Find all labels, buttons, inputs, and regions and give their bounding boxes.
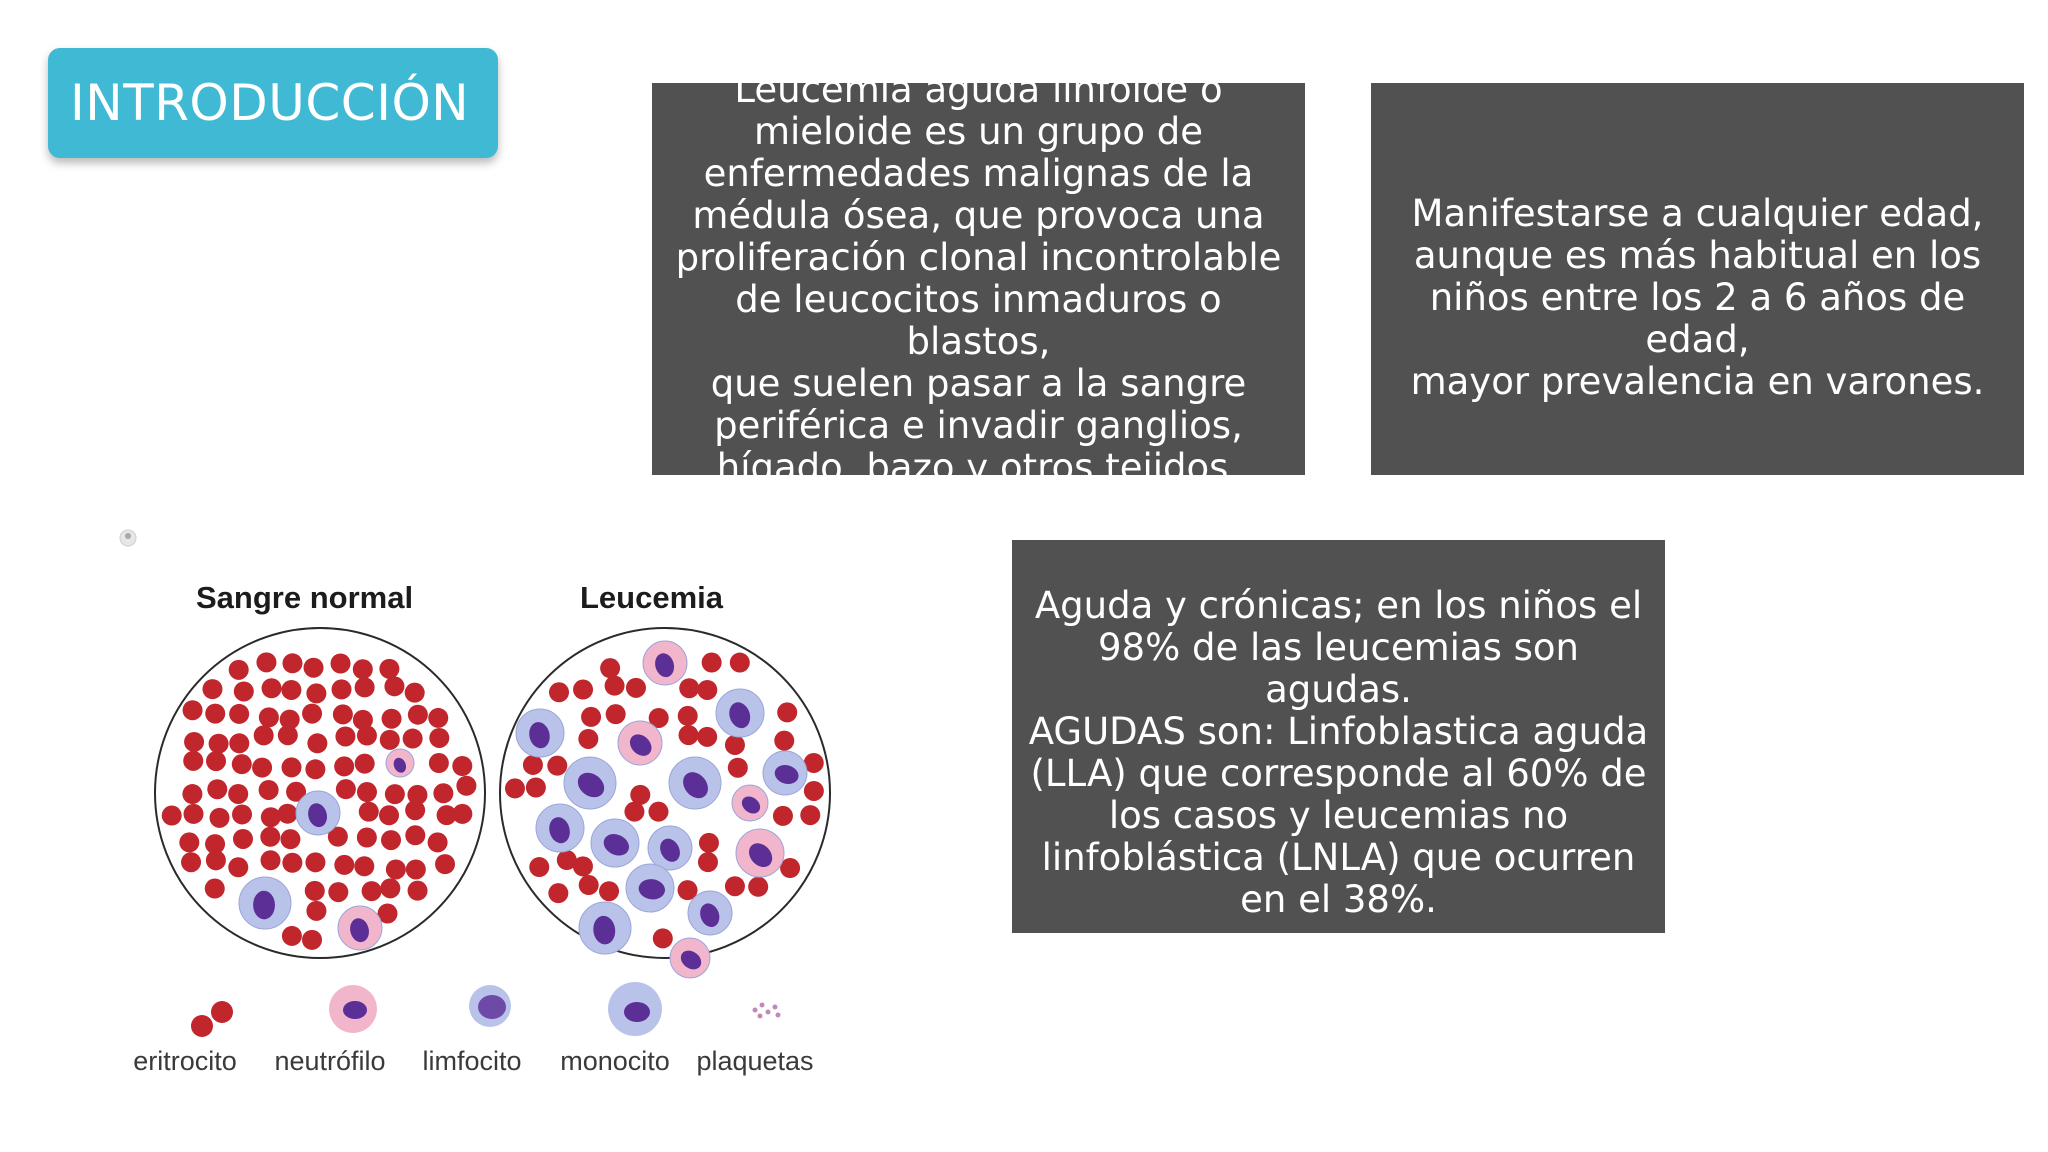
erythrocyte bbox=[333, 704, 353, 724]
erythrocyte bbox=[182, 784, 202, 804]
erythrocyte bbox=[403, 729, 423, 749]
erythrocyte bbox=[357, 828, 377, 848]
erythrocyte bbox=[282, 926, 302, 946]
erythrocyte bbox=[228, 784, 248, 804]
erythrocyte bbox=[725, 876, 745, 896]
cell-legend bbox=[191, 982, 781, 1037]
legend-platelets-icon bbox=[758, 1014, 763, 1019]
leukemia-title: Leucemia bbox=[580, 580, 724, 615]
erythrocyte bbox=[355, 754, 375, 774]
erythrocyte bbox=[205, 879, 225, 899]
legend-platelets-icon bbox=[760, 1003, 765, 1008]
erythrocyte bbox=[405, 825, 425, 845]
erythrocyte bbox=[232, 754, 252, 774]
erythrocyte bbox=[697, 680, 717, 700]
erythrocyte bbox=[259, 780, 279, 800]
erythrocyte bbox=[228, 857, 248, 877]
erythrocyte bbox=[359, 802, 379, 822]
erythrocyte bbox=[184, 804, 204, 824]
erythrocyte bbox=[456, 776, 476, 796]
erythrocyte bbox=[229, 704, 249, 724]
erythrocyte bbox=[262, 678, 282, 698]
erythrocyte bbox=[452, 756, 472, 776]
erythrocyte bbox=[405, 800, 425, 820]
legend-monocyte: monocito bbox=[560, 1046, 670, 1076]
text-line: Manifestarse a cualquier edad, bbox=[1411, 192, 1984, 235]
erythrocyte bbox=[305, 759, 325, 779]
text-line: hígado, bazo y otros tejidos. bbox=[716, 446, 1241, 489]
erythrocyte bbox=[334, 855, 354, 875]
text-line: enfermedades malignas de la bbox=[703, 152, 1254, 195]
leukemia-blood-sample bbox=[500, 628, 830, 978]
erythrocyte bbox=[278, 725, 298, 745]
text-line: (LLA) que corresponde al 60% de bbox=[1030, 752, 1647, 795]
erythrocyte bbox=[626, 678, 646, 698]
text-line: aunque es más habitual en los bbox=[1413, 234, 1982, 277]
erythrocyte bbox=[302, 930, 322, 950]
erythrocyte bbox=[209, 734, 229, 754]
erythrocyte bbox=[429, 753, 449, 773]
erythrocyte bbox=[606, 704, 626, 724]
erythrocyte bbox=[202, 679, 222, 699]
erythrocyte bbox=[261, 807, 281, 827]
erythrocyte bbox=[302, 704, 322, 724]
text-line: mieloide es un grupo de bbox=[753, 110, 1204, 153]
types-box bbox=[1012, 540, 1665, 933]
erythrocyte bbox=[429, 728, 449, 748]
erythrocyte bbox=[382, 709, 402, 729]
erythrocyte bbox=[702, 653, 722, 673]
text-line: que suelen pasar a la sangre bbox=[710, 362, 1247, 405]
erythrocyte bbox=[183, 751, 203, 771]
erythrocyte bbox=[678, 706, 698, 726]
erythrocyte bbox=[282, 757, 302, 777]
erythrocyte bbox=[699, 833, 719, 853]
erythrocyte bbox=[181, 852, 201, 872]
erythrocyte bbox=[379, 659, 399, 679]
erythrocyte bbox=[435, 854, 455, 874]
normal-blood-sample bbox=[155, 628, 485, 958]
erythrocyte bbox=[725, 735, 745, 755]
erythrocyte bbox=[698, 852, 718, 872]
erythrocyte bbox=[433, 783, 453, 803]
erythrocyte bbox=[354, 856, 374, 876]
erythrocyte bbox=[162, 806, 182, 826]
erythrocyte bbox=[777, 702, 797, 722]
legend-erythrocyte-icon bbox=[191, 1015, 213, 1037]
erythrocyte bbox=[624, 802, 644, 822]
text-line: AGUDAS son: Linfoblastica aguda bbox=[1028, 710, 1649, 753]
erythrocyte bbox=[408, 881, 428, 901]
erythrocyte bbox=[579, 875, 599, 895]
text-line: Aguda y crónicas; en los niños el bbox=[1034, 584, 1643, 627]
erythrocyte bbox=[282, 853, 302, 873]
text-line: proliferación clonal incontrolable bbox=[675, 236, 1282, 279]
erythrocyte bbox=[581, 707, 601, 727]
legend-platelets-icon bbox=[753, 1008, 758, 1013]
erythrocyte bbox=[578, 729, 598, 749]
legend-platelets-icon bbox=[773, 1005, 778, 1010]
erythrocyte bbox=[256, 652, 276, 672]
legend-erythrocyte: eritrocito bbox=[133, 1046, 237, 1076]
erythrocyte bbox=[252, 758, 272, 778]
erythrocyte bbox=[406, 859, 426, 879]
erythrocyte bbox=[183, 700, 203, 720]
erythrocyte bbox=[679, 725, 699, 745]
erythrocyte bbox=[774, 731, 794, 751]
erythrocyte bbox=[335, 726, 355, 746]
erythrocyte bbox=[728, 758, 748, 778]
erythrocyte bbox=[261, 850, 281, 870]
erythrocyte bbox=[207, 779, 227, 799]
erythrocyte bbox=[229, 733, 249, 753]
erythrocyte bbox=[773, 806, 793, 826]
erythrocyte bbox=[505, 778, 525, 798]
text-line: niños entre los 2 a 6 años de edad, bbox=[1429, 276, 1966, 361]
erythrocyte bbox=[210, 808, 230, 828]
erythrocyte bbox=[206, 850, 226, 870]
erythrocyte bbox=[206, 751, 226, 771]
erythrocyte bbox=[526, 777, 546, 797]
erythrocyte bbox=[529, 857, 549, 877]
erythrocyte bbox=[254, 725, 274, 745]
erythrocyte bbox=[305, 881, 325, 901]
cell-nucleus bbox=[343, 1001, 367, 1019]
erythrocyte bbox=[233, 829, 253, 849]
text-line: 98% de las leucemias son agudas. bbox=[1098, 626, 1579, 711]
erythrocyte bbox=[259, 707, 279, 727]
erythrocyte bbox=[331, 654, 351, 674]
erythrocyte bbox=[380, 878, 400, 898]
normal-blood-title: Sangre normal bbox=[196, 580, 414, 615]
erythrocyte bbox=[362, 881, 382, 901]
legend-erythrocyte-icon bbox=[211, 1001, 233, 1023]
erythrocyte bbox=[600, 658, 620, 678]
erythrocyte bbox=[332, 679, 352, 699]
erythrocyte bbox=[184, 732, 204, 752]
erythrocyte bbox=[179, 832, 199, 852]
text-line: médula ósea, que provoca una bbox=[692, 194, 1265, 237]
erythrocyte bbox=[305, 852, 325, 872]
erythrocyte bbox=[355, 677, 375, 697]
definition-box bbox=[652, 68, 1305, 489]
erythrocyte bbox=[452, 804, 472, 824]
erythrocyte bbox=[304, 658, 324, 678]
erythrocyte bbox=[549, 682, 569, 702]
blood-circles bbox=[110, 528, 870, 1088]
erythrocyte bbox=[306, 901, 326, 921]
slide-title: INTRODUCCIÓN bbox=[48, 48, 498, 158]
definition-text bbox=[664, 69, 1293, 489]
erythrocyte bbox=[281, 680, 301, 700]
erythrocyte bbox=[599, 881, 619, 901]
text-line: de leucocitos inmaduros o blastos, bbox=[735, 278, 1222, 363]
erythrocyte bbox=[428, 708, 448, 728]
erythrocyte bbox=[385, 784, 405, 804]
blood-comparison-figure bbox=[110, 528, 870, 1088]
text-line: en el 38%. bbox=[1240, 878, 1437, 921]
age-box bbox=[1371, 83, 2024, 475]
erythrocyte bbox=[232, 804, 252, 824]
erythrocyte bbox=[380, 730, 400, 750]
erythrocyte bbox=[653, 928, 673, 948]
types-text bbox=[1024, 585, 1653, 921]
erythrocyte bbox=[573, 680, 593, 700]
erythrocyte bbox=[260, 827, 280, 847]
legend-lymphocyte: limfocito bbox=[422, 1046, 522, 1076]
erythrocyte bbox=[334, 756, 354, 776]
erythrocyte bbox=[384, 676, 404, 696]
erythrocyte bbox=[648, 802, 668, 822]
erythrocyte bbox=[328, 882, 348, 902]
text-line: linfoblástica (LNLA) que ocurren bbox=[1041, 836, 1636, 879]
erythrocyte bbox=[357, 726, 377, 746]
erythrocyte bbox=[679, 678, 699, 698]
erythrocyte bbox=[605, 676, 625, 696]
erythrocyte bbox=[234, 681, 254, 701]
legend-neutrophil: neutrófilo bbox=[274, 1046, 386, 1076]
erythrocyte bbox=[278, 804, 298, 824]
age-text bbox=[1383, 193, 2012, 403]
erythrocyte bbox=[282, 653, 302, 673]
erythrocyte bbox=[548, 883, 568, 903]
erythrocyte bbox=[381, 830, 401, 850]
cell-nucleus bbox=[624, 1002, 650, 1022]
erythrocyte bbox=[205, 704, 225, 724]
erythrocyte bbox=[405, 683, 425, 703]
erythrocyte bbox=[307, 733, 327, 753]
erythrocyte bbox=[523, 755, 543, 775]
erythrocyte bbox=[357, 782, 377, 802]
legend-platelets: plaquetas bbox=[696, 1046, 814, 1076]
erythrocyte bbox=[336, 779, 356, 799]
erythrocyte bbox=[379, 805, 399, 825]
erythrocyte bbox=[229, 660, 249, 680]
erythrocyte bbox=[547, 756, 567, 776]
erythrocyte bbox=[573, 856, 593, 876]
erythrocyte bbox=[408, 705, 428, 725]
text-line: los casos y leucemias no bbox=[1108, 794, 1569, 837]
erythrocyte bbox=[748, 877, 768, 897]
erythrocyte bbox=[353, 659, 373, 679]
legend-platelets-icon bbox=[776, 1013, 781, 1018]
erythrocyte bbox=[804, 781, 824, 801]
erythrocyte bbox=[800, 805, 820, 825]
erythrocyte bbox=[280, 829, 300, 849]
erythrocyte bbox=[697, 727, 717, 747]
text-line: mayor prevalencia en varones. bbox=[1410, 360, 1985, 403]
erythrocyte bbox=[386, 859, 406, 879]
erythrocyte bbox=[730, 653, 750, 673]
erythrocyte bbox=[428, 832, 448, 852]
text-line: Leucemia aguda linfoide o bbox=[734, 68, 1223, 111]
text-line: periférica e invadir ganglios, bbox=[714, 404, 1243, 447]
cell-nucleus bbox=[478, 995, 506, 1019]
legend-platelets-icon bbox=[766, 1010, 771, 1015]
erythrocyte bbox=[306, 683, 326, 703]
